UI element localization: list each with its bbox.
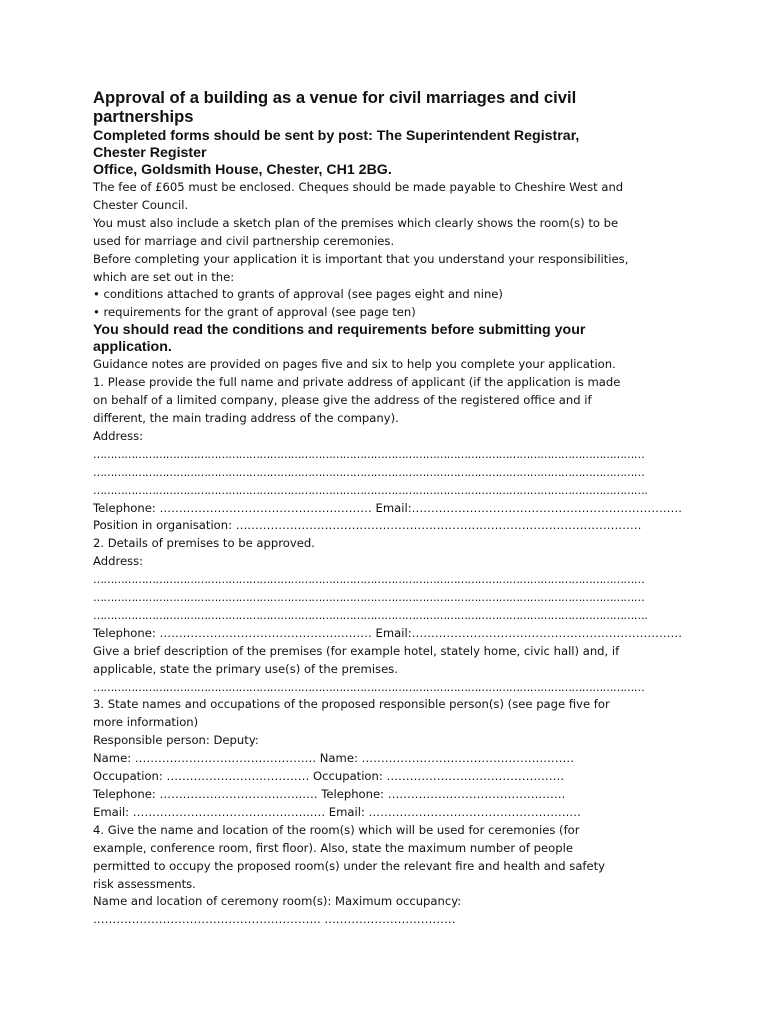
sketch-paragraph: You must also include a sketch plan of the premises which clearly shows the room(s) to be used for marriage and civil partnership ceremonies. xyxy=(93,215,619,248)
premises-address-line[interactable]: …………………………………………………………………………………………………………………………………………… xyxy=(93,573,645,587)
email-field[interactable]: Email: …………………………………..…..…. Email: …………………………………………….… xyxy=(93,804,581,819)
instructions-heading: Completed forms should be sent by post: The Superintendent Registrar, Chester Register Office, Goldsmith House, Chester, CH1 2BG. xyxy=(93,128,580,178)
form-title: Approval of a building as a venue for civil marriages and civil partnerships xyxy=(93,88,577,126)
responsible-person-header: Responsible person: Deputy: xyxy=(93,733,259,748)
telephone-field[interactable]: Telephone: ……………………………….…. Telephone: ………………………………………. xyxy=(93,787,566,801)
applicant-telephone-email-field[interactable]: Telephone: ……………………………………….……… Email:……………………………………………………………. xyxy=(93,500,682,515)
room-field[interactable]: ………………………………………………….. ….………………………… xyxy=(93,912,456,927)
read-heading: You should read the conditions and requirements before submitting your application. xyxy=(93,322,586,356)
question-3: 3. State names and occupations of the proposed responsible person(s) (see page five for more information) xyxy=(93,697,610,730)
question-2: 2. Details of premises to be approved. xyxy=(93,536,315,551)
occupation-field[interactable]: Occupation: …………………….………… Occupation: ………………………………………. xyxy=(93,769,565,784)
bullet-list xyxy=(93,286,693,322)
responsibilities-paragraph: Before completing your application it is important that you understand your responsibilities, which are set out in the: xyxy=(93,251,629,284)
description-line[interactable]: …………………………………………………………………………………………………………………………………………… xyxy=(93,680,645,694)
premises-telephone-email-field[interactable]: Telephone: ……………………………………….……… Email:……………………………………………………………. xyxy=(93,625,682,640)
applicant-address-line[interactable]: …………………………………………………………………………………………………………………………………………… xyxy=(93,465,645,479)
question-4: 4. Give the name and location of the room(s) which will be used for ceremonies (for example, conference room, first floor). Also, state the maximum number of people permitted to occupy the proposed room(s) under the relevant fire and health and safety risk assessments. xyxy=(93,822,606,891)
applicant-address-label: Address: xyxy=(93,428,144,443)
fee-paragraph: The fee of £605 must be enclosed. Cheques should be made payable to Cheshire West and Chester Council. xyxy=(93,180,624,212)
applicant-address-line[interactable]: …………………………………………………………………………………………………………………………………………… xyxy=(93,447,645,461)
room-label: Name and location of ceremony room(s): Maximum occupancy: xyxy=(93,894,462,909)
position-field[interactable]: Position in organisation: …………………………………………………………………………………………… xyxy=(93,518,642,533)
description-question: Give a brief description of the premises (for example hotel, stately home, civic hall) and, if applicable, state the primary use(s) of the premises. xyxy=(93,643,620,676)
premises-address-line[interactable]: ……………………………………………………………………………………………………………………………………………. xyxy=(93,608,648,622)
premises-address-line[interactable]: …………………………………………………………………………………………………………………………………………… xyxy=(93,591,645,605)
premises-address-label: Address: xyxy=(93,554,144,569)
application-form xyxy=(93,88,693,929)
list-item: • requirements for the grant of approval (see page ten) xyxy=(93,305,416,320)
guidance-note: Guidance notes are provided on pages five and six to help you complete your application. xyxy=(93,357,616,372)
name-field[interactable]: Name: …………………………….…………. Name: ………………………………………………. xyxy=(93,751,574,766)
list-item: • conditions attached to grants of approval (see pages eight and nine) xyxy=(93,287,503,302)
applicant-address-line[interactable]: ……………………………………………………………………………………………………………………………………………. xyxy=(93,483,648,497)
question-1: 1. Please provide the full name and private address of applicant (if the application is made on behalf of a limited company, please give the address of the registered office and if different, the main trading address of the company). xyxy=(93,375,621,425)
